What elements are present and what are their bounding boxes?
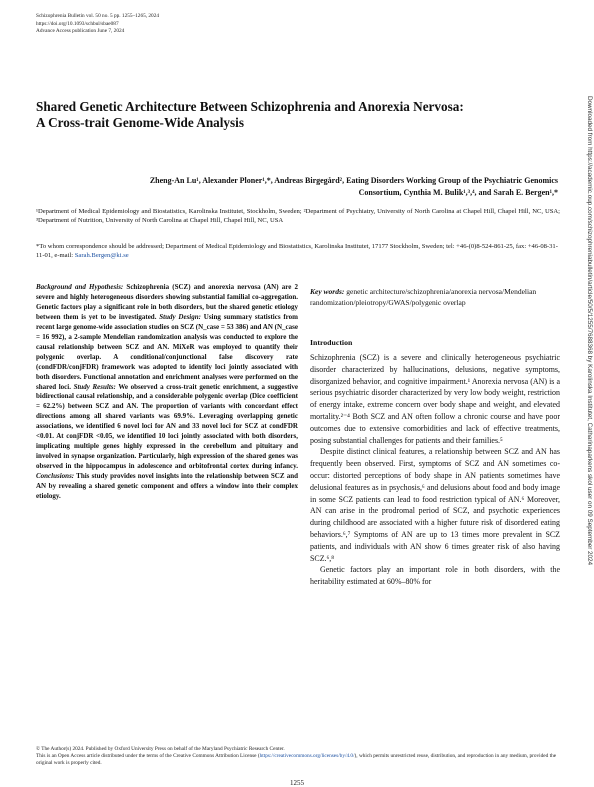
doi-link[interactable]: https://doi.org/10.1093/schbul/sbae087	[36, 20, 119, 27]
license-link[interactable]: https://creativecommons.org/licenses/by/4.0/	[259, 753, 355, 760]
abstract-conclusions-text: This study provides novel insights into the relationship between SCZ and AN by revealing a shared genetic component and offers a window into their complex etiology.	[36, 472, 298, 501]
abstract-results-text: We observed a cross-trait genetic enrichment, a suggestive bidirectional causal relationship, and a considerable polygenic overlap (Dice coefficient = 62.2%) between SCZ and AN. The proportion of variants with concordant effect directions among all shared variants was 69.9%. Leveraging overlapping genetic associations, we identified 6 novel loci for AN and 33 novel loci for SCZ at condFDR <0.01. At conjFDR <0.05, we identified 10 loci jointly associated with both disorders, implicating multiple genes highly expressed in the cerebellum and pituitary and involved in synapse organization. Particularly, high expression of the shared genes was observed in the hippocampus in adolescence and orbitofrontal cortex during infancy.	[36, 382, 298, 471]
copyright-line: © The Author(s) 2024. Published by Oxford University Press on behalf of the Maryland Psychiatric Research Center.	[36, 746, 285, 752]
correspondence-text: *To whom correspondence should be addressed; Department of Medical Epidemiology and Biostatistics, Karolinska Institutet, 17177 Stockholm, Sweden; tel: +46-(0)8-524-861-25, fax: +46-08-31-11-01, e-mail:	[36, 243, 558, 260]
license-text-b: ), which permits unrestricted reuse, distribution, and reproduction in any medium, provided the original work is properly cited.	[36, 753, 557, 767]
license-text	[36, 753, 560, 767]
abstract-design-text: Using summary statistics from recent large genome-wide association studies on SCZ (N_case = 53 386) and AN (N_case = 16 992), a 2-sample Mendelian randomization analysis was conducted to explore the causal relationship between SCZ and AN. MiXeR was employed to quantify their polygenic overlap. A conditional/conjunctional false discovery rate (condFDR/conjFDR) framework was adopted to identify loci jointly associated with both disorders. Functional annotation and enrichment analyses were performed on the shared loci.	[36, 312, 298, 391]
license-text-a: This is an Open Access article distributed under the terms of the Creative Commons Attribution License (	[36, 753, 260, 760]
intro-paragraph-3: Genetic factors play an important role in both disorders, with the heritability estimated at 60%–80% for	[310, 565, 560, 587]
page-number: 1255	[290, 779, 304, 787]
introduction-heading: Introduction	[310, 338, 353, 347]
journal-citation: Schizophrenia Bulletin vol. 50 no. 5 pp. 1255–1265, 2024	[36, 13, 159, 19]
journal-header	[36, 13, 159, 36]
abstract-design-label: Study Design:	[159, 312, 201, 321]
publication-date: Advance Access publication June 7, 2024	[36, 28, 125, 35]
intro-paragraph-1: Schizophrenia (SCZ) is a severe and clinically heterogeneous psychiatric disorder characterized by hallucinations, delusions, negative symptoms, disorganized behavior, and cognitive impairment.¹ Anorexia nervosa (AN) is a serious psychiatric disorder characterized by very low body weight, restriction of energy intake, extreme concern over body shape and weight, and elevated mortality.²⁻⁴ Both SCZ and AN often follow a chronic course and have poor outcomes due to extensive comorbidities and lack of effective treatments, posing substantial challenges for patients and their families.⁵	[310, 353, 560, 445]
intro-paragraph-2: Despite distinct clinical features, a relationship between SCZ and AN has frequently been observed. First, symptoms of SCZ and AN sometimes co-occur: distorted perceptions of body shape in AN patients sometimes have delusional features as in psychosis,⁶ and delusions about food and body image in some SCZ patients can lead to food restriction typical of AN.⁶ Moreover, AN can arise in the prodromal period of SCZ, and psychotic experiences during childhood are associated with a higher future risk of disordered eating behaviors.⁶,⁷ Symptoms of AN are up to 13 times more prevalent in SCZ patients, and individuals with AN show 6 times greater risk of also having SCZ.⁶,⁸	[310, 447, 560, 563]
license-footer	[36, 746, 560, 767]
download-side-note: Downloaded from https://academic.oup.com/schizophreniabulletin/article/50/5/1255/7688368 by Karolinska Institutet, Catharinaparkens skol user on 09 September 2024	[586, 96, 593, 566]
abstract	[36, 283, 298, 502]
article-title	[36, 99, 516, 131]
abstract-results-label: Study Results:	[73, 382, 116, 391]
introduction-body	[310, 352, 560, 588]
keywords	[310, 287, 560, 308]
keywords-label: Key words:	[310, 287, 345, 296]
correspondence	[36, 242, 560, 261]
email-link[interactable]: Sarah.Bergen@ki.se	[74, 252, 129, 260]
title-line-1: Shared Genetic Architecture Between Schizophrenia and Anorexia Nervosa:	[36, 99, 464, 114]
keywords-text: genetic architecture/schizophrenia/anorexia nervosa/Mendelian randomization/pleiotropy/GWAS/polygenic overlap	[310, 287, 537, 307]
abstract-background-text: Schizophrenia (SCZ) and anorexia nervosa (AN) are 2 severe and highly heterogeneous disorders showing substantial familial co-aggregation. Genetic factors play a significant role in both disorders, but the shared genetic etiology between them is yet to be investigated.	[36, 283, 298, 321]
authors-line-2: Consortium, Cynthia M. Bulik¹,³,⁴, and Sarah E. Bergen¹,*	[358, 187, 558, 197]
affiliations: ¹Department of Medical Epidemiology and Biostatistics, Karolinska Institutet, Stockholm, Sweden; ²Department of Psychiatry, University of North Carolina at Chapel Hill, Chapel Hill, NC, USA; ³Department of Nutrition, University of North Carolina at Chapel Hill, Chapel Hill, NC, USA	[36, 208, 560, 225]
abstract-conclusions-label: Conclusions:	[36, 472, 75, 481]
abstract-background-label: Background and Hypothesis:	[36, 283, 124, 291]
title-line-2: A Cross-trait Genome-Wide Analysis	[36, 115, 244, 130]
authors-line-1: Zheng-An Lu¹, Alexander Ploner¹,*, Andreas Birgegård², Eating Disorders Working Group of the Psychiatric Genomics	[149, 176, 558, 185]
author-list	[126, 175, 558, 198]
